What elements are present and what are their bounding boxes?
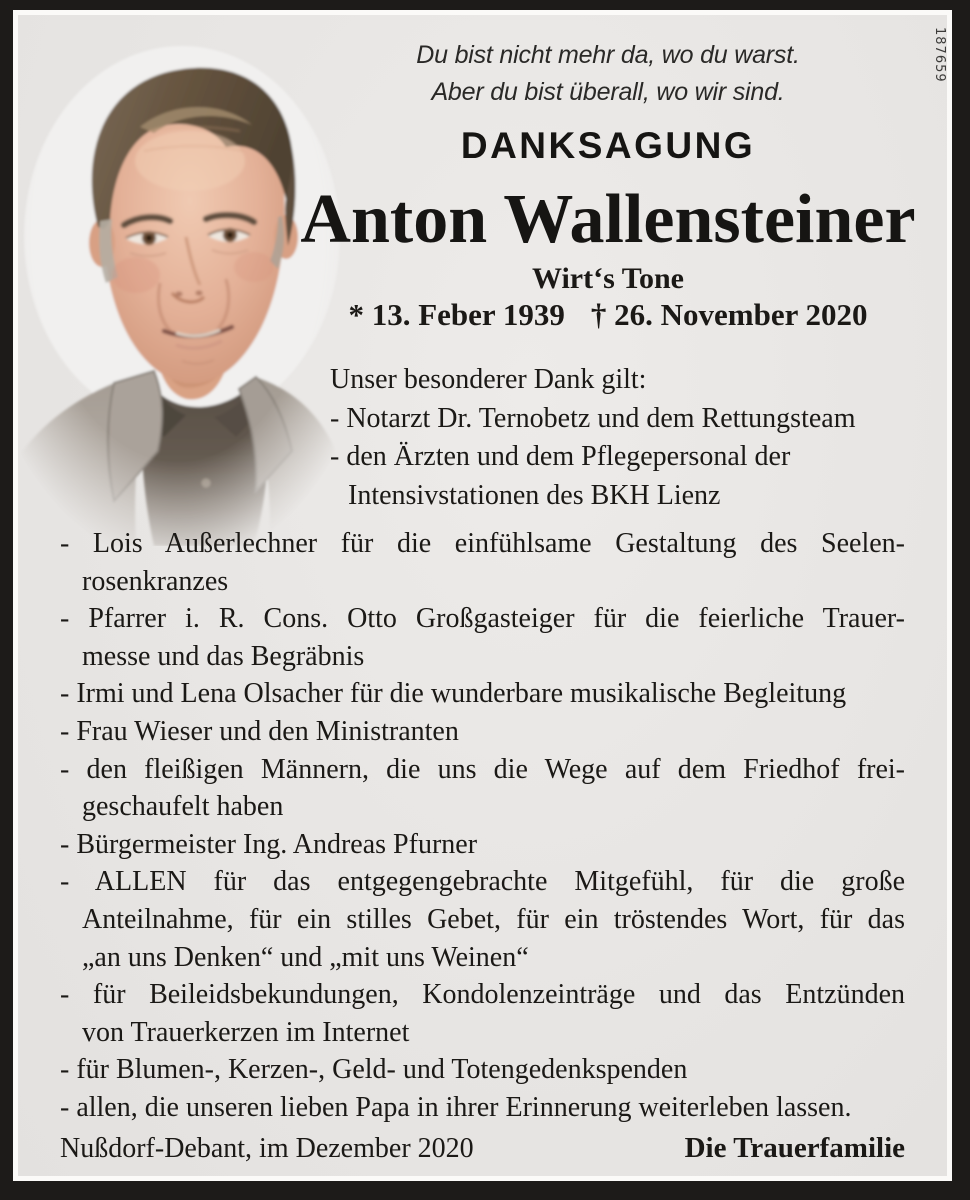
item-line: - für Blumen-, Kerzen-, Geld- und Totengedenkspenden bbox=[60, 1054, 688, 1086]
item-line-continuation: messe und das Begräbnis bbox=[82, 640, 365, 672]
item-line: - Frau Wieser und den Ministranten bbox=[60, 715, 459, 747]
thanks-item bbox=[60, 525, 905, 600]
death-date: † 26. November 2020 bbox=[590, 297, 868, 332]
thanks-item bbox=[60, 1089, 905, 1127]
item-line: - Notarzt Dr. Ternobetz und dem Rettungsteam bbox=[330, 402, 856, 434]
thanks-item bbox=[330, 438, 930, 515]
thanks-item bbox=[60, 600, 905, 675]
item-line-continuation: Anteilnahme, für ein stilles Gebet, für ein tröstendes Wort, für das bbox=[82, 903, 905, 935]
thanks-item bbox=[330, 400, 930, 439]
item-line-continuation: von Trauerkerzen im Internet bbox=[82, 1016, 410, 1048]
item-line-continuation: geschaufelt haben bbox=[82, 791, 284, 823]
obituary-card bbox=[13, 10, 952, 1181]
special-thanks-section bbox=[330, 361, 930, 515]
item-line: - für Beileidsbekundungen, Kondolenzeinträge und das Entzünden bbox=[60, 979, 905, 1011]
item-line: - Pfarrer i. R. Cons. Otto Großgasteiger für die feierliche Trauer- bbox=[60, 603, 905, 635]
memorial-quote bbox=[272, 37, 944, 111]
item-line: - allen, die unseren lieben Papa in ihrer Erinnerung weiterleben lassen. bbox=[60, 1091, 852, 1123]
life-dates bbox=[272, 299, 944, 330]
special-thanks-list bbox=[330, 400, 930, 516]
item-line-continuation: „an uns Denken“ und „mit uns Weinen“ bbox=[82, 941, 529, 973]
birth-date: * 13. Feber 1939 bbox=[348, 297, 565, 332]
announcement-type-heading: DANKSAGUNG bbox=[460, 125, 756, 166]
item-line: - Irmi und Lena Olsacher für die wunderbare musikalische Begleitung bbox=[60, 678, 847, 710]
thanks-item bbox=[60, 826, 905, 864]
polo-button bbox=[201, 478, 211, 488]
item-line: - Lois Außerlechner für die einfühlsame Gestaltung des Seelen- bbox=[60, 528, 905, 559]
item-line: - den Ärzten und dem Pflegepersonal der bbox=[330, 441, 791, 472]
item-line-continuation: Intensivstationen des BKH Lienz bbox=[348, 479, 721, 511]
quote-line-1: Du bist nicht mehr da, wo du warst. bbox=[416, 41, 800, 69]
closing-place-date: Nußdorf-Debant, im Dezember 2020 bbox=[60, 1133, 474, 1164]
thanks-item bbox=[60, 1051, 905, 1089]
quote-line-2: Aber du bist überall, wo wir sind. bbox=[431, 78, 785, 106]
deceased-house-name: Wirt‘s Tone bbox=[532, 262, 684, 295]
deceased-name: Anton Wallensteiner bbox=[300, 181, 916, 258]
thanks-item bbox=[60, 675, 905, 713]
closing-line bbox=[60, 1131, 905, 1166]
thanks-item bbox=[60, 713, 905, 751]
item-line: - den fleißigen Männern, die uns die Wege auf dem Friedhof frei- bbox=[60, 753, 905, 785]
item-line: - Bürgermeister Ing. Andreas Pfurner bbox=[60, 828, 478, 860]
thanks-list bbox=[60, 525, 905, 1127]
item-line: - ALLEN für das entgegengebrachte Mitgefühl, für die große bbox=[60, 866, 905, 898]
print-id: 187659 bbox=[932, 27, 947, 83]
thanks-item bbox=[60, 976, 905, 1051]
special-thanks-intro: Unser besonderer Dank gilt: bbox=[330, 364, 647, 395]
thanks-item bbox=[60, 863, 905, 976]
thanks-item bbox=[60, 751, 905, 826]
closing-family-signature: Die Trauerfamilie bbox=[684, 1132, 905, 1164]
item-line-continuation: rosenkranzes bbox=[82, 565, 229, 597]
